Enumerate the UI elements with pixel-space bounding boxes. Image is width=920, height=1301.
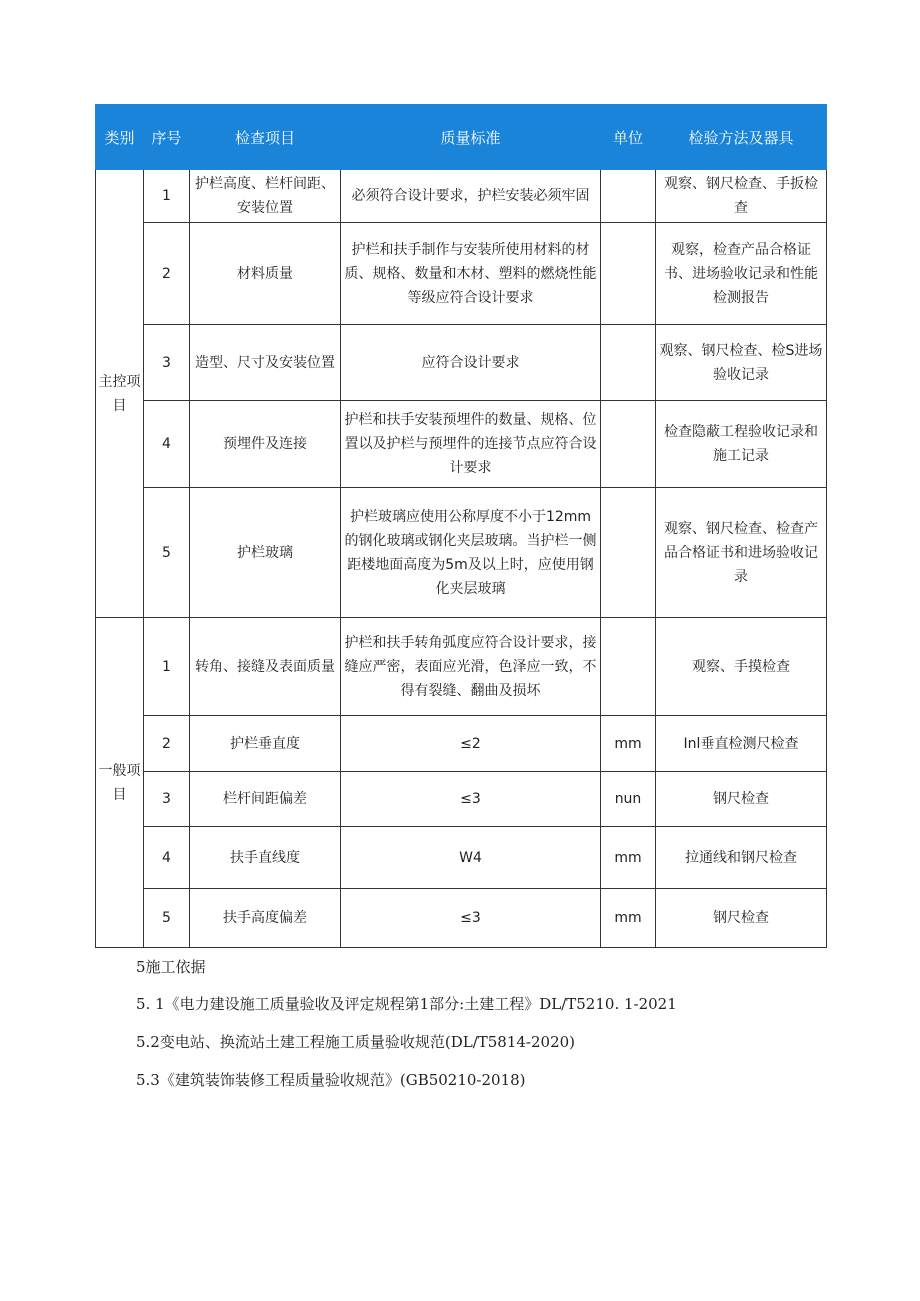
- section-heading: 5施工依据: [136, 958, 206, 976]
- quality-inspection-table: [95, 104, 827, 948]
- row-unit: [601, 223, 656, 325]
- row-item: 护栏高度、栏杆间距、安装位置: [190, 170, 341, 223]
- row-method: 拉通线和钢尺检查: [656, 827, 827, 889]
- row-unit: mm: [601, 889, 656, 948]
- row-item: 造型、尺寸及安装位置: [190, 325, 341, 401]
- row-standard: ≤3: [341, 889, 601, 948]
- row-number: 2: [144, 223, 190, 325]
- row-number: 3: [144, 325, 190, 401]
- row-item: 扶手高度偏差: [190, 889, 341, 948]
- row-standard: 护栏和扶手转角弧度应符合设计要求，接缝应严密，表面应光滑，色泽应一致，不得有裂缝、翻曲及损坏: [341, 618, 601, 716]
- row-item: 预埋件及连接: [190, 401, 341, 488]
- row-item: 栏杆间距偏差: [190, 772, 341, 827]
- row-method: 观察、手摸检查: [656, 618, 827, 716]
- row-standard: 护栏玻璃应使用公称厚度不小于12mm的钢化玻璃或钢化夹层玻璃。当护栏一侧距楼地面高度为5m及以上时，应使用钢化夹层玻璃: [341, 488, 601, 618]
- table-row: [96, 618, 827, 716]
- row-method: 检查隐蔽工程验收记录和施工记录: [656, 401, 827, 488]
- row-method: 观察，检查产品合格证书、进场验收记录和性能检测报告: [656, 223, 827, 325]
- row-item: 护栏垂直度: [190, 716, 341, 772]
- table-row: [96, 170, 827, 223]
- row-number: 2: [144, 716, 190, 772]
- category-cell: 主控项目: [96, 170, 144, 618]
- row-number: 5: [144, 889, 190, 948]
- table-row: [96, 772, 827, 827]
- table-row: [96, 488, 827, 618]
- row-method: 观察、钢尺检查、手扳检查: [656, 170, 827, 223]
- row-method: Inl垂直检测尺检查: [656, 716, 827, 772]
- row-number: 3: [144, 772, 190, 827]
- header-number: 序号: [144, 105, 190, 170]
- row-number: 1: [144, 170, 190, 223]
- header-category: 类别: [96, 105, 144, 170]
- row-number: 4: [144, 827, 190, 889]
- header-quality-standard: 质量标准: [341, 105, 601, 170]
- row-method: 钢尺检查: [656, 889, 827, 948]
- row-unit: [601, 488, 656, 618]
- row-method: 观察、钢尺检查、检S进场验收记录: [656, 325, 827, 401]
- row-unit: [601, 401, 656, 488]
- row-item: 转角、接缝及表面质量: [190, 618, 341, 716]
- table-header-row: [96, 105, 827, 170]
- table-row: [96, 889, 827, 948]
- row-unit: mm: [601, 827, 656, 889]
- row-standard: ≤3: [341, 772, 601, 827]
- table-row: [96, 223, 827, 325]
- table-row: [96, 827, 827, 889]
- row-item: 扶手直线度: [190, 827, 341, 889]
- row-standard: W4: [341, 827, 601, 889]
- row-method: 观察、钢尺检查、检查产品合格证书和进场验收记录: [656, 488, 827, 618]
- basis-item: 5. 1《电力建设施工质量验收及评定规程第1部分:土建工程》DL/T5210. 1-2021: [136, 995, 677, 1013]
- row-number: 5: [144, 488, 190, 618]
- row-standard: 护栏和扶手安装预埋件的数量、规格、位置以及护栏与预埋件的连接节点应符合设计要求: [341, 401, 601, 488]
- row-unit: nun: [601, 772, 656, 827]
- row-standard: 应符合设计要求: [341, 325, 601, 401]
- category-cell: 一般项目: [96, 618, 144, 948]
- basis-item: 5.3《建筑装饰装修工程质量验收规范》(GB50210-2018): [136, 1071, 526, 1089]
- row-item: 护栏玻璃: [190, 488, 341, 618]
- row-unit: [601, 325, 656, 401]
- header-method: 检验方法及器具: [656, 105, 827, 170]
- row-number: 4: [144, 401, 190, 488]
- table-row: [96, 401, 827, 488]
- table-row: [96, 325, 827, 401]
- row-standard: 必须符合设计要求，护栏安装必须牢固: [341, 170, 601, 223]
- row-unit: mm: [601, 716, 656, 772]
- row-standard: ≤2: [341, 716, 601, 772]
- row-unit: [601, 170, 656, 223]
- header-check-item: 检查项目: [190, 105, 341, 170]
- header-unit: 单位: [601, 105, 656, 170]
- row-method: 钢尺检查: [656, 772, 827, 827]
- basis-item: 5.2变电站、换流站土建工程施工质量验收规范(DL/T5814-2020): [136, 1033, 576, 1051]
- row-standard: 护栏和扶手制作与安装所使用材料的材质、规格、数量和木材、塑料的燃烧性能等级应符合设计要求: [341, 223, 601, 325]
- row-item: 材料质量: [190, 223, 341, 325]
- table-row: [96, 716, 827, 772]
- row-number: 1: [144, 618, 190, 716]
- row-unit: [601, 618, 656, 716]
